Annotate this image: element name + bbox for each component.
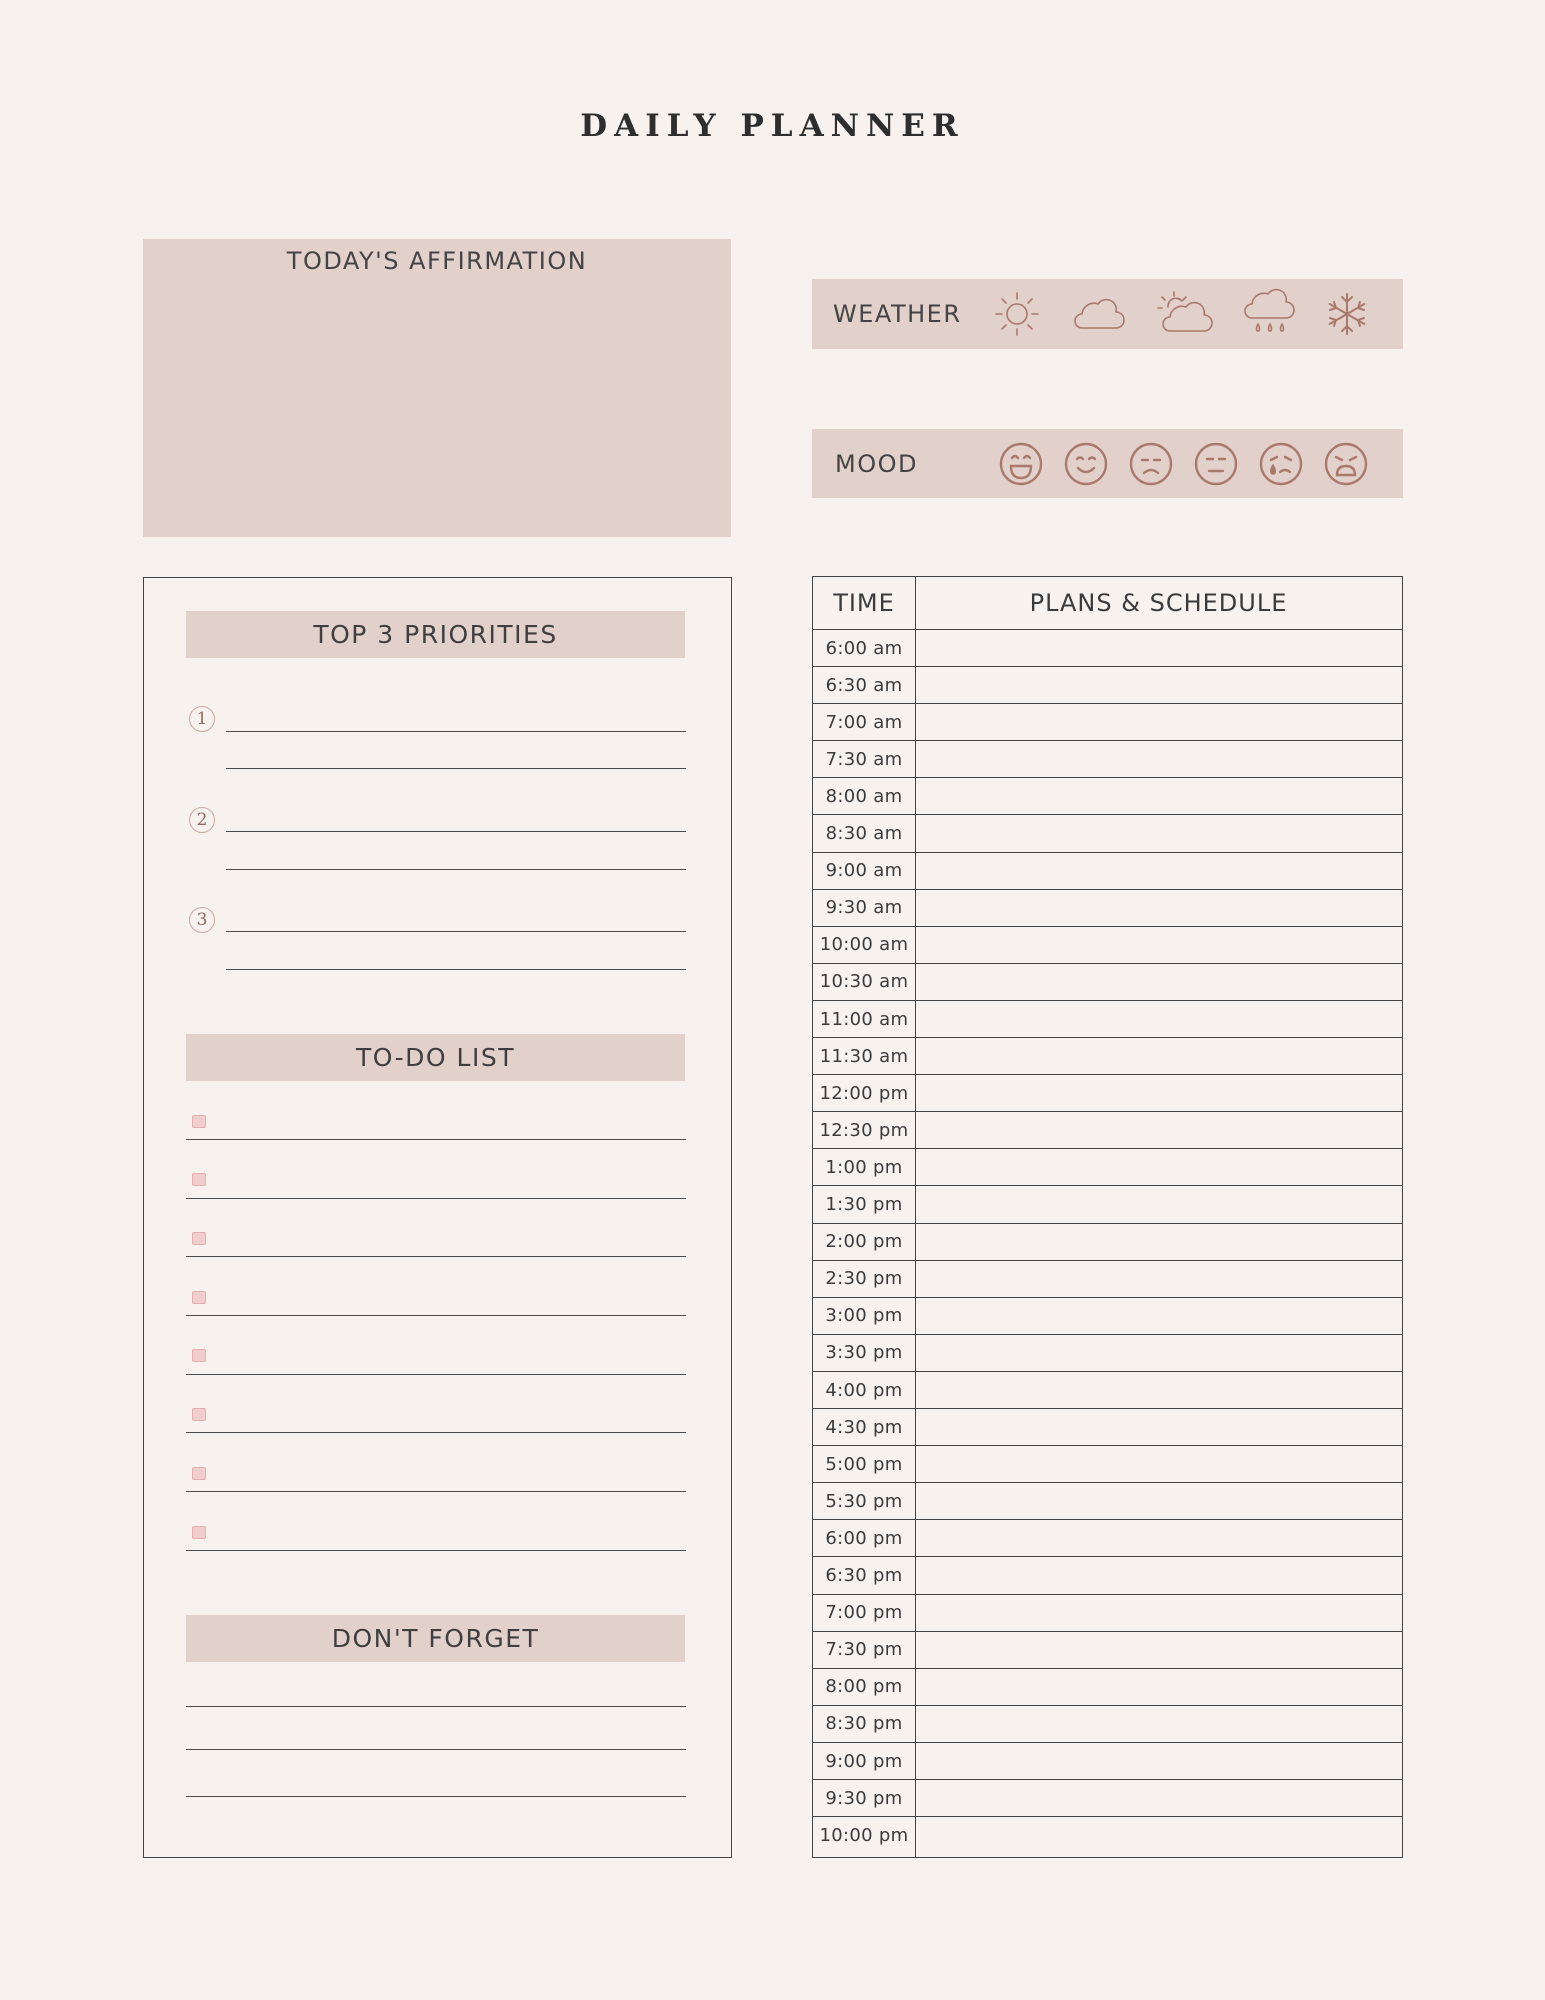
cloud-icon[interactable] <box>1072 292 1128 336</box>
schedule-row[interactable] <box>813 1075 1402 1112</box>
todo-checkbox[interactable] <box>192 1173 206 1186</box>
priority-number-3: 3 <box>189 907 215 933</box>
schedule-row[interactable] <box>813 1001 1402 1038</box>
weather-strip <box>812 279 1403 349</box>
schedule-row[interactable] <box>813 1038 1402 1075</box>
dont-forget-line[interactable] <box>186 1706 686 1707</box>
todo-checkbox[interactable] <box>192 1349 206 1362</box>
crying-face-icon[interactable] <box>1258 441 1304 487</box>
schedule-header <box>813 577 1402 630</box>
mood-strip <box>812 429 1403 498</box>
schedule-row[interactable] <box>813 630 1402 667</box>
sun-icon[interactable] <box>993 290 1041 338</box>
time-slot-label: 6:00 am <box>825 637 903 659</box>
priority-3-line-1[interactable] <box>226 931 686 932</box>
schedule-row[interactable] <box>813 1558 1402 1595</box>
priority-2-line-1[interactable] <box>226 831 686 832</box>
time-slot-label: 3:30 pm <box>825 1342 903 1364</box>
time-slot-label: 7:30 pm <box>825 1639 903 1661</box>
priority-number-1: 1 <box>189 706 215 732</box>
schedule-row[interactable] <box>813 1706 1402 1743</box>
todo-line[interactable] <box>186 1315 686 1316</box>
schedule-row[interactable] <box>813 778 1402 815</box>
schedule-row[interactable] <box>813 1520 1402 1557</box>
priority-1-line-2[interactable] <box>226 768 686 769</box>
time-slot-label: 12:00 pm <box>819 1082 909 1104</box>
todo-line[interactable] <box>186 1491 686 1492</box>
time-slot-label: 3:00 pm <box>825 1305 903 1327</box>
time-slot-label: 5:30 pm <box>825 1490 903 1512</box>
schedule-row[interactable] <box>813 1483 1402 1520</box>
mood-label: MOOD <box>835 449 918 478</box>
time-slot-label: 4:30 pm <box>825 1416 903 1438</box>
time-slot-label: 5:00 pm <box>825 1453 903 1475</box>
schedule-row[interactable] <box>813 1743 1402 1780</box>
time-slot-label: 7:30 am <box>825 748 903 770</box>
schedule-row[interactable] <box>813 890 1402 927</box>
schedule-row[interactable] <box>813 1112 1402 1149</box>
time-slot-label: 10:00 am <box>819 934 909 956</box>
time-slot-label: 8:30 am <box>825 823 903 845</box>
time-slot-label: 6:30 am <box>825 674 903 696</box>
partly-cloudy-icon[interactable] <box>1156 289 1214 337</box>
schedule-row[interactable] <box>813 1669 1402 1706</box>
schedule-row[interactable] <box>813 1224 1402 1261</box>
todo-checkbox[interactable] <box>192 1408 206 1421</box>
schedule-row[interactable] <box>813 1149 1402 1186</box>
dont-forget-line[interactable] <box>186 1749 686 1750</box>
schedule-row[interactable] <box>813 1632 1402 1669</box>
schedule-row[interactable] <box>813 816 1402 853</box>
schedule-row[interactable] <box>813 1409 1402 1446</box>
priority-2-line-2[interactable] <box>226 869 686 870</box>
time-slot-label: 10:30 am <box>819 971 909 993</box>
todo-line[interactable] <box>186 1374 686 1375</box>
time-slot-label: 7:00 pm <box>825 1602 903 1624</box>
priority-number-2: 2 <box>189 807 215 833</box>
time-slot-label: 6:00 pm <box>825 1527 903 1549</box>
plans-column-header: PLANS & SCHEDULE <box>1029 589 1288 617</box>
time-slot-label: 11:00 am <box>819 1008 909 1030</box>
notes-panel <box>143 577 732 1858</box>
priority-3-line-2[interactable] <box>226 969 686 970</box>
time-slot-label: 8:00 pm <box>825 1676 903 1698</box>
schedule-row[interactable] <box>813 927 1402 964</box>
schedule-row[interactable] <box>813 853 1402 890</box>
neutral-face-icon[interactable] <box>1193 441 1239 487</box>
todo-line[interactable] <box>186 1198 686 1199</box>
schedule-row[interactable] <box>813 1261 1402 1298</box>
time-slot-label: 1:00 pm <box>825 1156 903 1178</box>
time-slot-label: 9:30 am <box>825 897 903 919</box>
time-slot-label: 2:00 pm <box>825 1231 903 1253</box>
priorities-title: TOP 3 PRIORITIES <box>186 611 685 658</box>
schedule-row[interactable] <box>813 1780 1402 1817</box>
time-slot-label: 6:30 pm <box>825 1565 903 1587</box>
schedule-row[interactable] <box>813 1298 1402 1335</box>
time-slot-label: 12:30 pm <box>819 1119 909 1141</box>
schedule-row[interactable] <box>813 667 1402 704</box>
time-slot-label: 2:30 pm <box>825 1268 903 1290</box>
todo-line[interactable] <box>186 1139 686 1140</box>
dont-forget-title: DON'T FORGET <box>186 1615 685 1662</box>
todo-line[interactable] <box>186 1256 686 1257</box>
time-slot-label: 9:00 am <box>825 860 903 882</box>
time-slot-label: 1:30 pm <box>825 1194 903 1216</box>
todo-checkbox[interactable] <box>192 1291 206 1304</box>
schedule-row[interactable] <box>813 964 1402 1001</box>
angry-face-icon[interactable] <box>1323 441 1369 487</box>
smiling-face-icon[interactable] <box>1063 441 1109 487</box>
affirmation-box[interactable] <box>143 239 731 537</box>
todo-checkbox[interactable] <box>192 1115 206 1128</box>
time-slot-label: 9:30 pm <box>825 1787 903 1809</box>
schedule-row[interactable] <box>813 1335 1402 1372</box>
priority-1-line-1[interactable] <box>226 731 686 732</box>
time-slot-label: 8:00 am <box>825 785 903 807</box>
todo-checkbox[interactable] <box>192 1467 206 1480</box>
todo-checkbox[interactable] <box>192 1232 206 1245</box>
schedule-row[interactable] <box>813 1446 1402 1483</box>
time-slot-label: 7:00 am <box>825 711 903 733</box>
dont-forget-line[interactable] <box>186 1796 686 1797</box>
todo-line[interactable] <box>186 1432 686 1433</box>
rain-icon[interactable] <box>1243 288 1297 340</box>
snowflake-icon[interactable] <box>1324 291 1370 337</box>
time-slot-label: 11:30 am <box>819 1045 909 1067</box>
time-slot-label: 9:00 pm <box>825 1750 903 1772</box>
laughing-face-icon[interactable] <box>998 441 1044 487</box>
time-slot-label: 8:30 pm <box>825 1713 903 1735</box>
time-slot-label: 10:00 pm <box>819 1825 909 1847</box>
page-title: DAILY PLANNER <box>580 108 965 144</box>
sad-face-icon[interactable] <box>1128 441 1174 487</box>
todo-line[interactable] <box>186 1550 686 1551</box>
todo-title: TO-DO LIST <box>186 1034 685 1081</box>
schedule-row[interactable] <box>813 1817 1402 1854</box>
schedule-row[interactable] <box>813 1187 1402 1224</box>
todo-checkbox[interactable] <box>192 1526 206 1539</box>
schedule-table <box>812 576 1403 1858</box>
affirmation-title: TODAY'S AFFIRMATION <box>286 247 588 275</box>
time-column-header: TIME <box>833 589 895 617</box>
schedule-row[interactable] <box>813 741 1402 778</box>
weather-label: WEATHER <box>833 300 962 328</box>
schedule-row[interactable] <box>813 704 1402 741</box>
schedule-row[interactable] <box>813 1595 1402 1632</box>
time-slot-label: 4:00 pm <box>825 1379 903 1401</box>
schedule-row[interactable] <box>813 1372 1402 1409</box>
